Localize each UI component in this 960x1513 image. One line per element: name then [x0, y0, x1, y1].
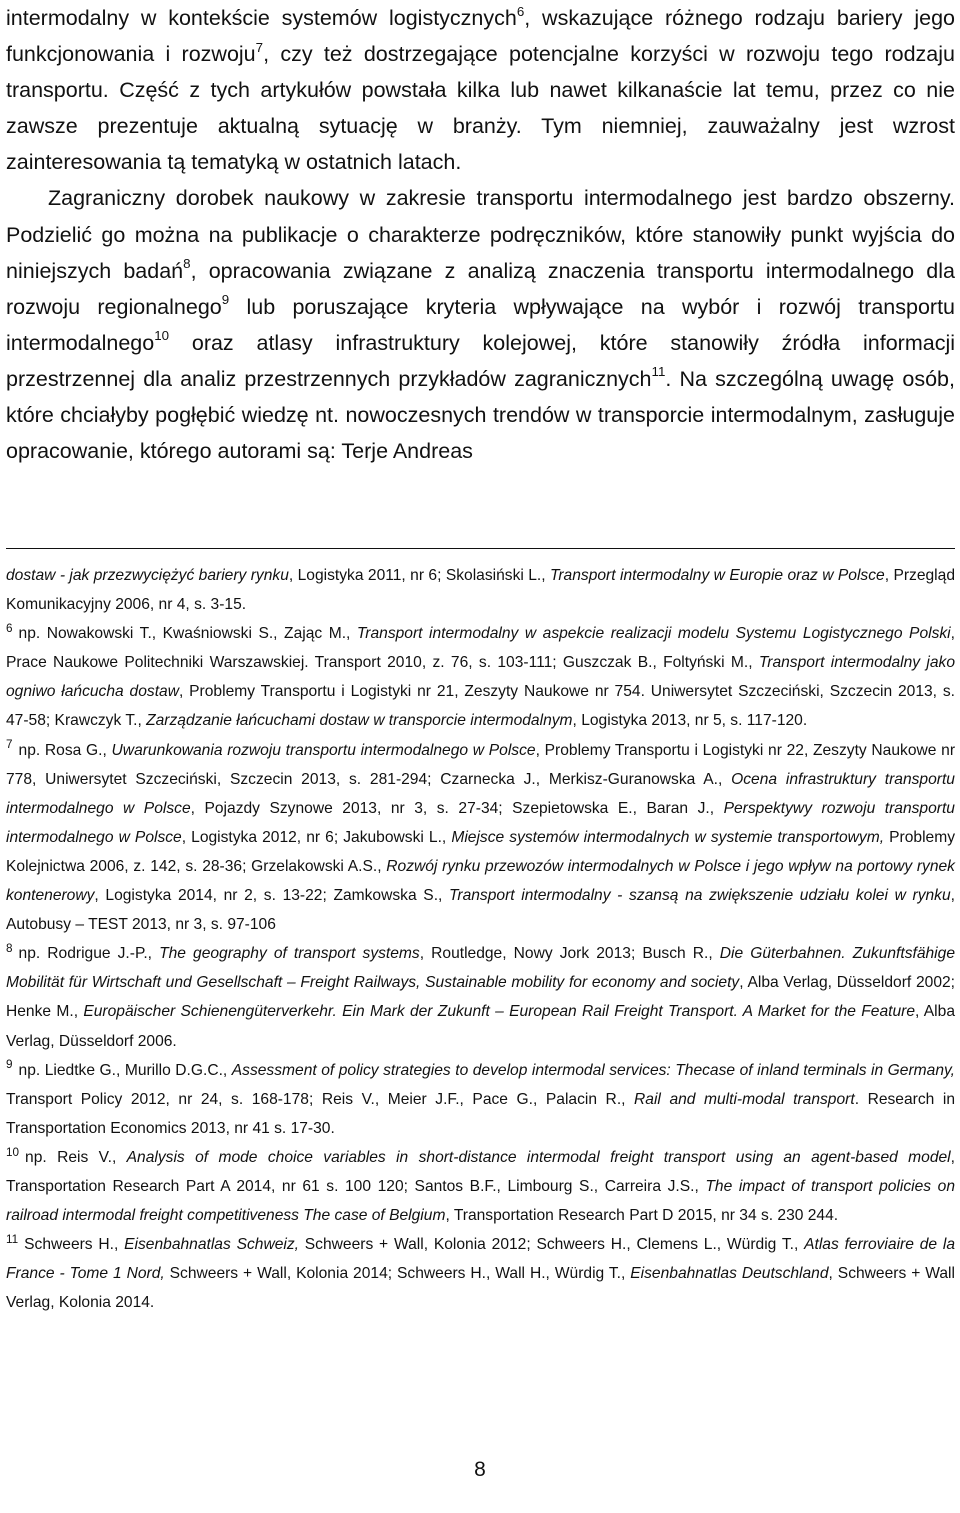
footnote-number: 8: [6, 942, 13, 956]
footnote-number: 11: [6, 1232, 19, 1246]
footnote: [6, 1143, 955, 1230]
text-run: , Problemy Transportu i Logistyki nr 22, Zeszyty Naukowe nr 778, Uniwersytet Szczeciński, Szczecin 2013, s. 281-294; Czarnecka J., Merkisz-Guranowska A.,: [6, 741, 956, 788]
text-run: np. Rodrigue J.-P.,: [18, 945, 160, 963]
footnote-reference: 8: [183, 256, 191, 272]
footnote: [6, 561, 955, 619]
footnote-reference: 11: [651, 364, 666, 380]
text-run: Schweers H.,: [24, 1236, 125, 1254]
footnote-reference: 6: [516, 3, 525, 19]
text-run: np. Nowakowski T., Kwaśniowski S., Zając M.,: [18, 625, 357, 643]
italic-title: Miejsce systemów intermodalnych w systemie transportowym,: [451, 828, 885, 846]
body-text: [6, 0, 955, 469]
text-run: , Logistyka 2013, nr 5, s. 117-120.: [572, 712, 808, 730]
text-run: , Logistyka 2011, nr 6; Skolasiński L.,: [288, 567, 550, 584]
text-run: , Logistyka 2014, nr 2, s. 13-22; Zamkowska S.,: [94, 887, 450, 905]
text-run: , wskazujące różnego rodzaju bariery jego funkcjonowania i rozwoju: [6, 6, 955, 67]
text-run: Zagraniczny dorobek naukowy w zakresie transportu intermodalnego jest bardzo obszerny. Podzielić go można na publikacje o charakterze podręczników, które stanowiły punkt wyjścia do niniejszych badań: [6, 186, 955, 283]
footnotes: [6, 561, 955, 1317]
footnote: [6, 939, 955, 1055]
paragraph-2: [6, 180, 955, 469]
text-run: , Logistyka 2012, nr 6; Jakubowski L.,: [181, 828, 452, 846]
text-run: , Transportation Research Part D 2015, nr 34 s. 230 244.: [445, 1207, 839, 1225]
page-number: 8: [474, 1458, 486, 1481]
text-run: Schweers + Wall, Kolonia 2012; Schweers H., Clemens L., Würdig T.,: [298, 1236, 805, 1254]
footnote-number: 6: [6, 622, 13, 635]
italic-title: Ocena infrastruktury transportu intermodalnego w Polsce: [6, 770, 955, 817]
italic-title: Rozwój rynku przewozów intermodalnych w Polsce i jego wpływ na portowy rynek kontenerowy: [6, 857, 955, 905]
text-run: Schweers + Wall, Kolonia 2014; Schweers H., Wall H., Würdig T.,: [164, 1265, 631, 1283]
text-run: , Alba Verlag, Düsseldorf 2002; Henke M.,: [6, 974, 955, 1021]
text-run: np. Liedtke G., Murillo D.G.C.,: [18, 1061, 232, 1079]
footnote-number: 9: [6, 1058, 13, 1072]
text-run: Problemy Kolejnictwa 2006, z. 142, s. 28-36; Grzelakowski A.S.,: [6, 828, 955, 875]
italic-title: Europäischer Schienengüterverkehr. Ein Mark der Zukunft – European Rail Freight Transport. A Market for the Feature: [83, 1003, 915, 1021]
italic-title: Analysis of mode choice variables in short-distance intermodal freight transport using an agent-based model: [126, 1148, 951, 1166]
footnote: [6, 1056, 955, 1143]
footnote: [6, 619, 955, 735]
text-run: , Autobusy – TEST 2013, nr 3, s. 97-106: [6, 887, 955, 934]
italic-title: Atlas ferroviaire de la France - Tome 1 Nord,: [6, 1236, 955, 1283]
text-run: oraz atlasy infrastruktury kolejowej, które stanowiły źródła informacji przestrzennej dla analiz przestrzennych przykładów zagranicznych: [6, 330, 955, 391]
italic-title: The geography of transport systems: [159, 945, 420, 963]
text-run: np. Reis V.,: [25, 1148, 127, 1166]
text-run: , Alba Verlag, Düsseldorf 2006.: [6, 1003, 955, 1050]
text-run: . Na szczególną uwagę osób, które chciałyby pogłębić wiedzę nt. nowoczesnych trendów w transporcie intermodalnym, zasługuje opracowanie, którego autorami są: Terje Andreas: [6, 366, 955, 464]
text-run: , Schweers + Wall Verlag, Kolonia 2014.: [6, 1265, 955, 1312]
italic-title: Transport intermodalny w Europie oraz w Polsce: [550, 567, 885, 584]
italic-title: Perspektywy rozwoju transportu intermodalnego w Polsce: [6, 799, 955, 846]
text-run: , Transportation Research Part A 2014, nr 61 s. 100 120; Santos B.F., Limbourg S., Carreira J.S.,: [6, 1148, 955, 1195]
italic-title: Rail and multi-modal transport: [634, 1090, 855, 1108]
text-run: lub poruszające kryteria wpływające na wybór i rozwój transportu intermodalnego: [6, 294, 955, 355]
text-run: , opracowania związane z analizą znaczenia transportu intermodalnego dla rozwoju regionalnego: [6, 258, 955, 319]
footnote-reference: 7: [255, 39, 264, 55]
text-run: , Pojazdy Szynowe 2013, nr 3, s. 27-34; Szepietowska E., Baran J.,: [190, 799, 724, 817]
footnote-number: 7: [6, 738, 13, 752]
footnote: [6, 1230, 955, 1317]
italic-title: Zarządzanie łańcuchami dostaw w transporcie intermodalnym: [146, 712, 573, 730]
italic-title: Die Güterbahnen. Zukunftsfähige Mobilität für Wirtschaft und Gesellschaft – Freight Railways, Sustainable mobility for economy and society: [6, 945, 955, 992]
footnote-number: 10: [6, 1145, 20, 1159]
text-run: Transport Policy 2012, nr 24, s. 168-178; Reis V., Meier J.F., Pace G., Palacin R.,: [6, 1090, 635, 1108]
text-run: , czy też dostrzegające potencjalne korzyści w rozwoju tego rodzaju transportu. Część z tych artykułów powstała kilka lub nawet kilkanaście lat temu, przez co nie zawsze prezentuje aktualną sytuację w branży. Tym niemniej, zauważalny jest wzrost zainteresowania tą tematyką w ostatnich latach.: [6, 42, 955, 175]
paragraph-1: [6, 0, 955, 180]
italic-title: Uwarunkowania rozwoju transportu intermodalnego w Polsce: [111, 741, 536, 759]
italic-title: Assessment of policy strategies to develop intermodal services: Thecase of inland terminals in Germany,: [231, 1061, 955, 1079]
text-run: , Prace Naukowe Politechniki Warszawskiej. Transport 2010, z. 76, s. 103-111; Guszczak B., Foltyński M.,: [6, 625, 955, 672]
footnote-separator: [6, 548, 955, 549]
italic-title: The impact of transport policies on railroad intermodal freight competitiveness The case of Belgium: [6, 1177, 955, 1225]
footnote-reference: 9: [221, 292, 230, 308]
footnote-reference: 10: [154, 328, 170, 344]
text-run: intermodalny w kontekście systemów logistycznych: [6, 6, 517, 30]
text-run: , Przegląd Komunikacyjny 2006, nr 4, s. 3-15.: [6, 567, 955, 614]
italic-title: Eisenbahnatlas Schweiz,: [124, 1236, 299, 1254]
text-run: , Routledge, Nowy Jork 2013; Busch R.,: [419, 945, 720, 963]
italic-title: dostaw - jak przezwyciężyć bariery rynku: [6, 567, 289, 584]
italic-title: Transport intermodalny - szansą na zwiększenie udziału kolei w rynku: [449, 887, 951, 905]
footnote: [6, 736, 955, 940]
text-run: , Problemy Transportu i Logistyki nr 21, Zeszyty Naukowe nr 754. Uniwersytet Szczeciński, Szczecin 2013, s. 47-58; Krawczyk T.,: [6, 683, 955, 730]
italic-title: Transport intermodalny jako ogniwo łańcucha dostaw: [6, 654, 955, 701]
text-run: np. Rosa G.,: [18, 741, 112, 759]
italic-title: Transport intermodalny w aspekcie realizacji modelu Systemu Logistycznego Polski: [356, 625, 951, 643]
italic-title: Eisenbahnatlas Deutschland: [630, 1265, 829, 1283]
text-run: . Research in Transportation Economics 2013, nr 41 s. 17-30.: [6, 1090, 955, 1137]
